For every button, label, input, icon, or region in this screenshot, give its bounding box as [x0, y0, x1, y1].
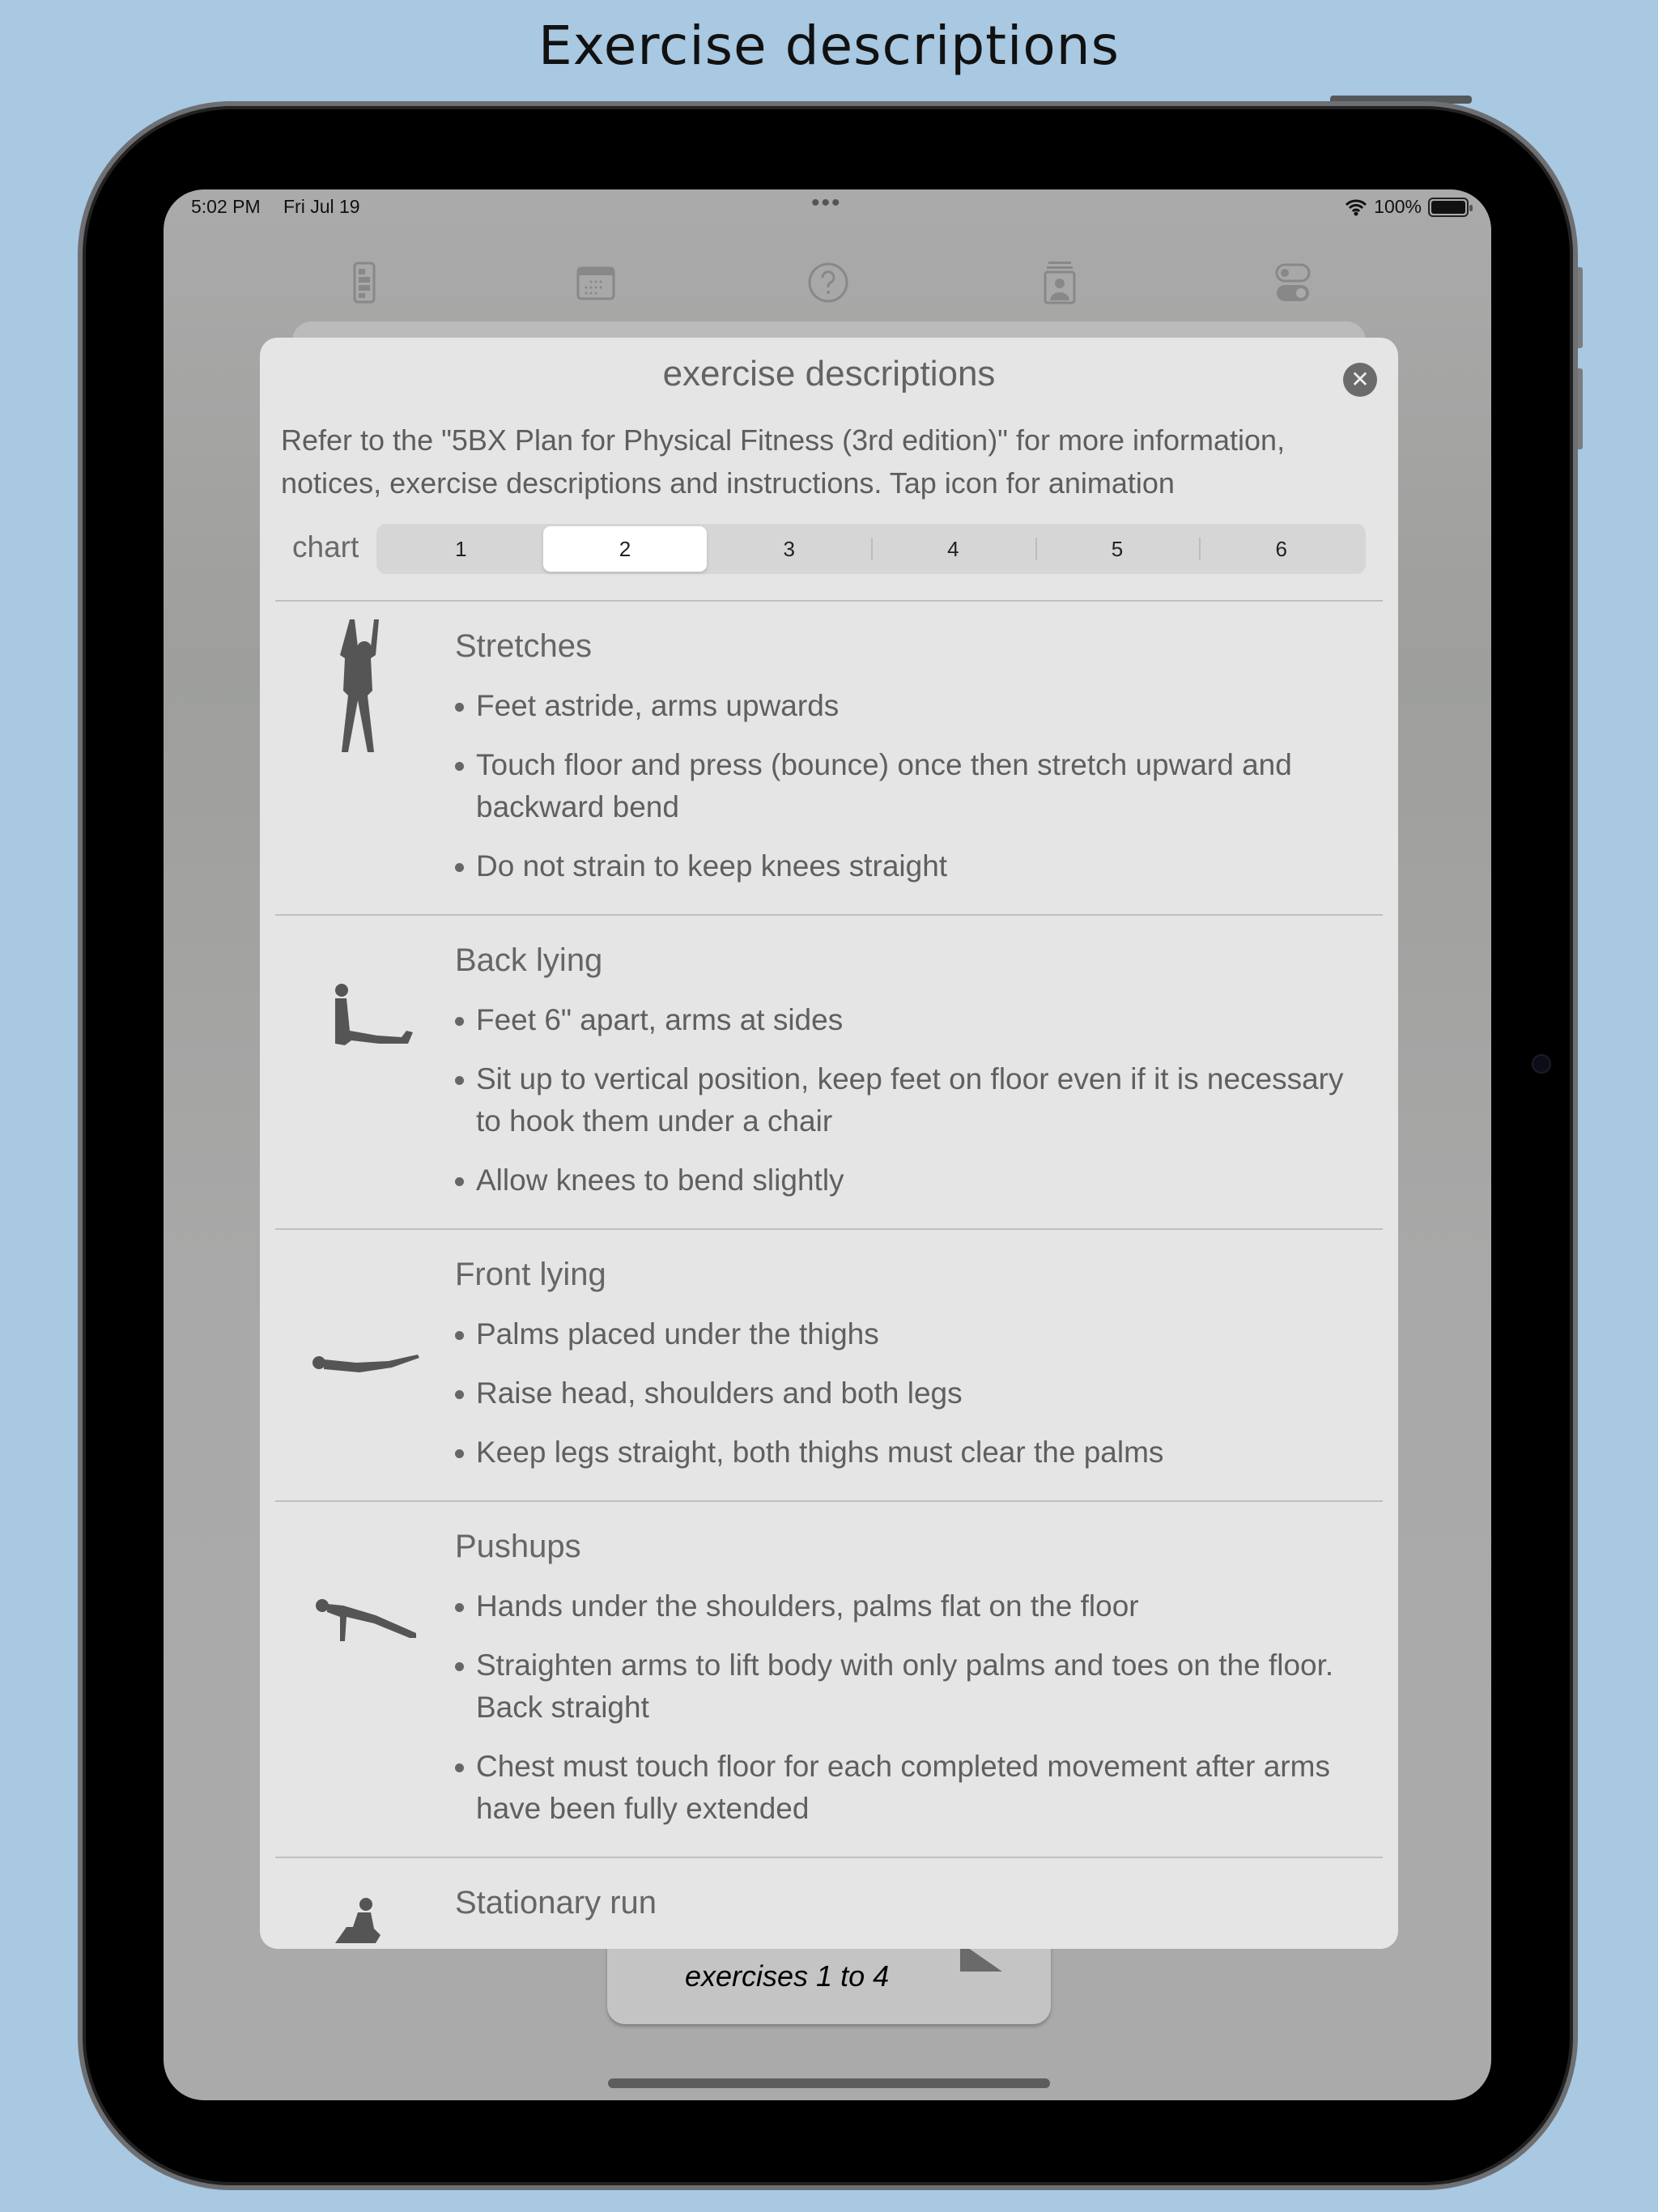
exercise-title: Stationary run — [455, 1885, 657, 1921]
exercise-bullet: Sit up to vertical position, keep feet on floor even if it is necessary to hook them under a chair — [455, 1058, 1383, 1142]
exercise-bullet: Straighten arms to lift body with only palms and toes on the floor. Back straight — [455, 1644, 1383, 1729]
battery-percent: 100% — [1374, 196, 1422, 217]
status-time: 5:02 PM — [191, 196, 261, 217]
home-indicator[interactable] — [608, 2078, 1050, 2088]
back-lying-figure-icon[interactable] — [308, 981, 421, 1126]
wifi-icon — [1345, 198, 1367, 216]
front-lying-figure-icon[interactable] — [308, 1295, 421, 1440]
list-icon[interactable] — [342, 260, 387, 305]
exercise-title: Pushups — [455, 1529, 581, 1564]
modal-title: exercise descriptions — [662, 354, 996, 393]
chart-label: chart — [292, 530, 359, 564]
exercise-bullet: Chest must touch floor for each completed movement after arms have been fully extended — [455, 1746, 1383, 1830]
exercise-item-front-lying — [275, 1228, 1383, 1500]
exercise-title: Back lying — [455, 942, 603, 978]
status-right — [1345, 196, 1469, 218]
profile-icon[interactable] — [1037, 260, 1082, 305]
exercise-bullet: Touch floor and press (bounce) once then stretch upward and backward bend — [455, 744, 1383, 828]
exercise-bullet: Hands under the shoulders, palms flat on the floor — [455, 1585, 1383, 1627]
exercise-item-pushups — [275, 1500, 1383, 1857]
stretches-figure-icon[interactable] — [308, 618, 421, 764]
intro-text: Refer to the "5BX Plan for Physical Fitness (3rd edition)" for more information, notices, exercise descriptions and instructions. Tap icon for animation — [281, 423, 1286, 500]
exercise-list[interactable] — [275, 600, 1383, 1949]
page-heading: Exercise descriptions — [538, 15, 1120, 77]
chart-segmented-control[interactable] — [376, 524, 1366, 574]
chart-option-4[interactable]: 4 — [871, 526, 1035, 572]
exercise-title: Front lying — [455, 1257, 606, 1292]
chart-option-6[interactable]: 6 — [1199, 526, 1363, 572]
exercise-item-back-lying — [275, 914, 1383, 1228]
exercise-item-stationary-run — [275, 1857, 1383, 1949]
exercise-bullet: Feet astride, arms upwards — [455, 685, 1383, 727]
chart-option-3[interactable]: 3 — [783, 537, 795, 561]
chart-option-2[interactable]: 2 — [543, 526, 708, 572]
close-button[interactable]: ✕ — [1343, 363, 1377, 397]
exercise-descriptions-modal — [260, 338, 1398, 1949]
pushups-figure-icon[interactable] — [308, 1575, 421, 1721]
settings-toggle-icon[interactable] — [1270, 260, 1316, 305]
status-date: Fri Jul 19 — [283, 196, 360, 217]
exercise-bullet: Raise head, shoulders and both legs — [455, 1372, 1383, 1414]
exercise-group-label: exercises 1 to 4 — [685, 1959, 890, 1993]
exercise-bullet: Palms placed under the thighs — [455, 1313, 1383, 1355]
ipad-camera — [1532, 1054, 1551, 1074]
exercise-bullet: Allow knees to bend slightly — [455, 1159, 1383, 1202]
chart-option-1[interactable]: 1 — [455, 537, 467, 561]
exercise-title: Stretches — [455, 628, 592, 664]
exercise-bullet: Do not strain to keep knees straight — [455, 845, 1383, 887]
ipad-screen — [164, 189, 1491, 2100]
chart-option-5[interactable]: 5 — [1035, 526, 1200, 572]
battery-icon — [1428, 198, 1469, 217]
exercise-bullet: Keep legs straight, both thighs must clear the palms — [455, 1431, 1383, 1474]
exercise-item-stretches — [275, 600, 1383, 914]
stationary-run-figure-icon[interactable] — [308, 1895, 421, 1949]
multitasking-dots[interactable]: ••• — [811, 189, 842, 216]
calendar-icon[interactable] — [573, 260, 619, 305]
help-icon[interactable] — [806, 260, 851, 305]
exercise-bullet: Feet 6" apart, arms at sides — [455, 999, 1383, 1041]
